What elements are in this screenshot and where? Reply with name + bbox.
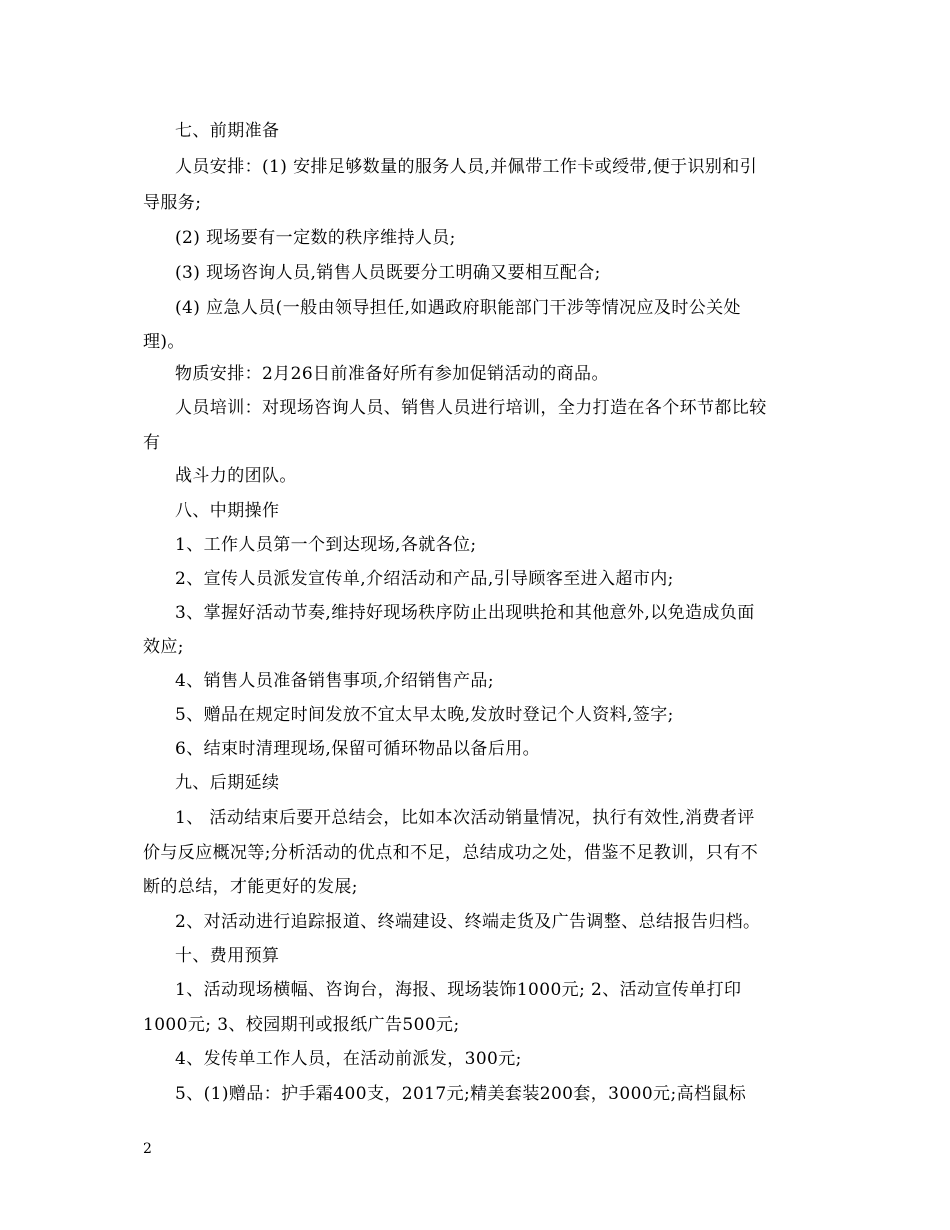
paragraph-line: 2、宣传人员派发宣传单,介绍活动和产品,引导顾客至进入超市内; [175,569,674,589]
paragraph-line: 2、对活动进行追踪报道、终端建设、终端走货及广告调整、总结报告归档。 [175,912,761,932]
paragraph-line: 断的总结，才能更好的发展; [143,877,358,897]
paragraph-line: (3) 现场咨询人员,销售人员既要分工明确又要相互配合; [175,263,601,283]
paragraph-line: 5、赠品在规定时间发放不宜太早太晚,发放时登记个人资料,签字; [175,705,674,725]
paragraph-line: 人员安排：(1) 安排足够数量的服务人员,并佩带工作卡或绶带,便于识别和引 [175,157,758,177]
paragraph-line: 效应; [143,637,184,657]
paragraph-line: 1000元; 3、校园期刊或报纸广告500元; [143,1015,460,1035]
paragraph-line: (2) 现场要有一定数的秩序维持人员; [175,228,456,248]
heading-section-7: 七、前期准备 [175,121,280,141]
paragraph-line: 5、(1)赠品：护手霜400支，2017元;精美套装200套，3000元;高档鼠标 [175,1084,747,1104]
paragraph-line: 1、 活动结束后要开总结会，比如本次活动销量情况，执行有效性,消费者评 [175,808,755,828]
heading-section-10: 十、费用预算 [175,946,280,966]
paragraph-line: 物质安排：2月26日前准备好所有参加促销活动的商品。 [175,364,609,384]
paragraph-line: 3、掌握好活动节奏,维持好现场秩序防止出现哄抢和其他意外,以免造成负面 [175,603,755,623]
page-number: 2 [143,1141,152,1157]
paragraph-line: 理)。 [143,332,185,352]
paragraph-line: 6、结束时清理现场,保留可循环物品以备后用。 [175,739,541,759]
paragraph-line: 人员培训：对现场咨询人员、销售人员进行培训，全力打造在各个环节都比较 [175,398,767,418]
paragraph-line: 1、活动现场横幅、咨询台，海报、现场装饰1000元; 2、活动宣传单打印 [175,980,742,1000]
paragraph-line: (4) 应急人员(一般由领导担任,如遇政府职能部门干涉等情况应及时公关处 [175,298,741,318]
paragraph-line: 4、发传单工作人员，在活动前派发，300元; [175,1049,522,1069]
heading-section-9: 九、后期延续 [175,773,280,793]
paragraph-line: 导服务; [143,193,202,213]
paragraph-line: 有 [143,433,161,453]
paragraph-line: 战斗力的团队。 [175,466,297,486]
paragraph-line: 价与反应概况等;分析活动的优点和不足，总结成功之处，借鉴不足教训，只有不 [143,843,759,863]
paragraph-line: 4、销售人员准备销售事项,介绍销售产品; [175,671,494,691]
heading-section-8: 八、中期操作 [175,501,280,521]
paragraph-line: 1、工作人员第一个到达现场,各就各位; [175,535,477,555]
